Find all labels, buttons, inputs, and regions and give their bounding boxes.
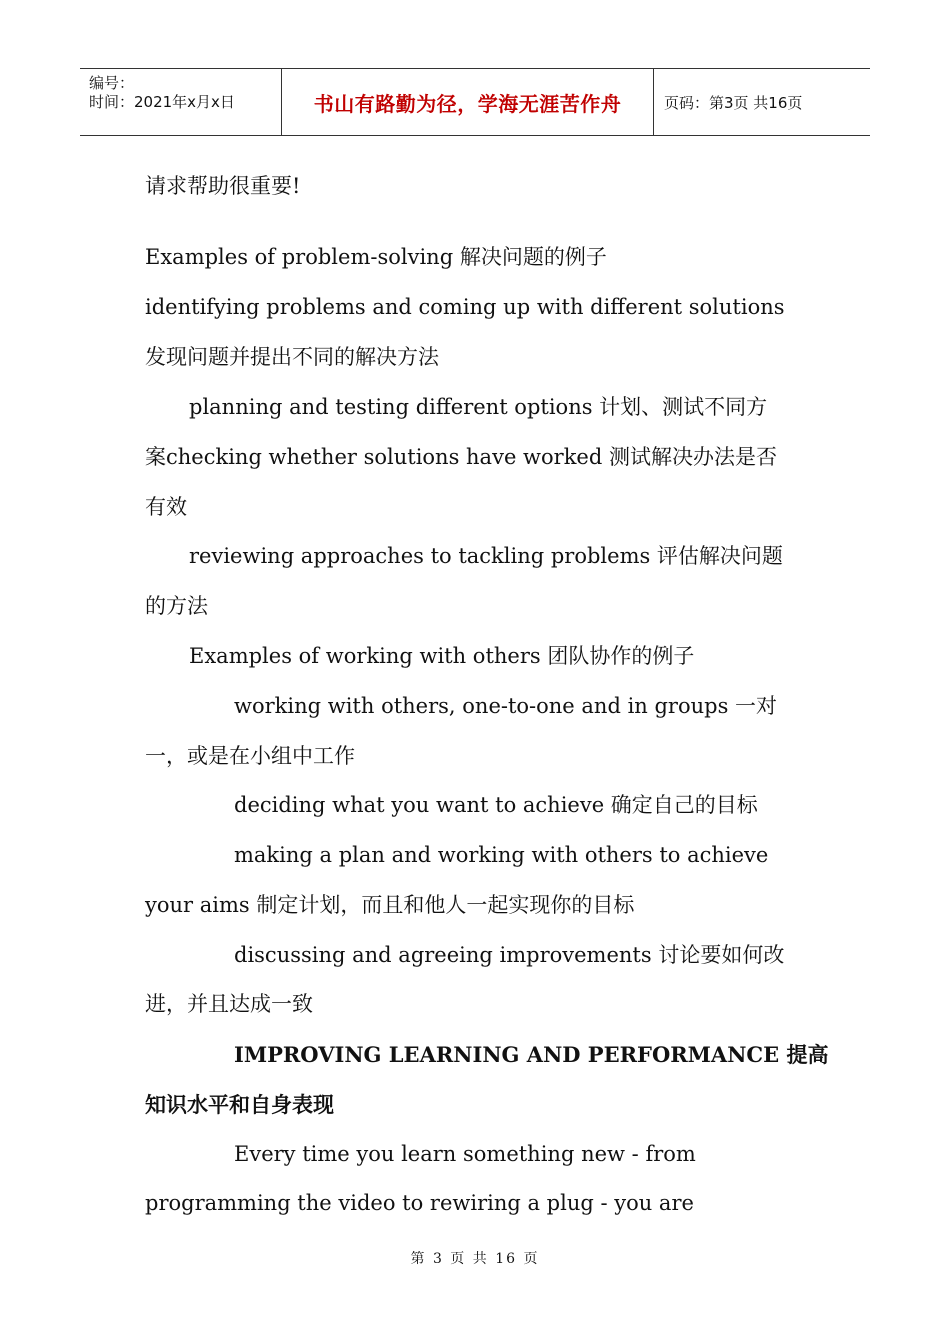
header-motto: 书山有路勤为径，学海无涯苦作舟 (313, 91, 622, 116)
body-line: programming the video to rewiring a plug - you are (145, 1191, 694, 1215)
header-page-cell (654, 69, 870, 135)
header-meta-cell (80, 69, 282, 135)
body-line: 案checking whether solutions have worked 测试解决办法是否 (145, 445, 777, 469)
body-line: 有效 (145, 495, 187, 519)
body-line: Examples of problem-solving 解决问题的例子 (145, 245, 607, 269)
body-line: identifying problems and coming up with different solutions (145, 295, 785, 319)
body-line: 的方法 (145, 594, 208, 618)
body-line: your aims 制定计划，而且和他人一起实现你的目标 (145, 893, 635, 917)
body-line: working with others, one-to-one and in groups 一对 (234, 694, 778, 718)
page-header (80, 68, 870, 136)
document-date: 时间：2021年x月x日 (89, 93, 235, 111)
body-line: Examples of working with others 团队协作的例子 (189, 644, 695, 668)
section-heading-continued: 知识水平和自身表现 (145, 1092, 334, 1117)
body-line: making a plan and working with others to achieve (234, 843, 769, 867)
body-line: 发现问题并提出不同的解决方法 (145, 345, 439, 369)
body-line: reviewing approaches to tackling problems 评估解决问题 (189, 544, 783, 568)
header-page-info: 页码：第3页 共16页 (664, 93, 803, 112)
body-line: deciding what you want to achieve 确定自己的目标 (234, 793, 758, 817)
body-line: Every time you learn something new - from (234, 1142, 696, 1166)
body-line: discussing and agreeing improvements 讨论要如何改 (234, 943, 785, 967)
body-line: 进，并且达成一致 (145, 992, 313, 1016)
document-number-label: 编号： (89, 74, 135, 92)
body-line: 一，或是在小组中工作 (145, 744, 355, 768)
header-motto-cell (282, 69, 654, 135)
page-footer: 第 3 页 共 16 页 (410, 1251, 540, 1267)
body-line: 请求帮助很重要! (145, 174, 301, 198)
section-heading: IMPROVING LEARNING AND PERFORMANCE 提高 (234, 1042, 829, 1067)
body-line: planning and testing different options 计划、测试不同方 (189, 395, 768, 419)
